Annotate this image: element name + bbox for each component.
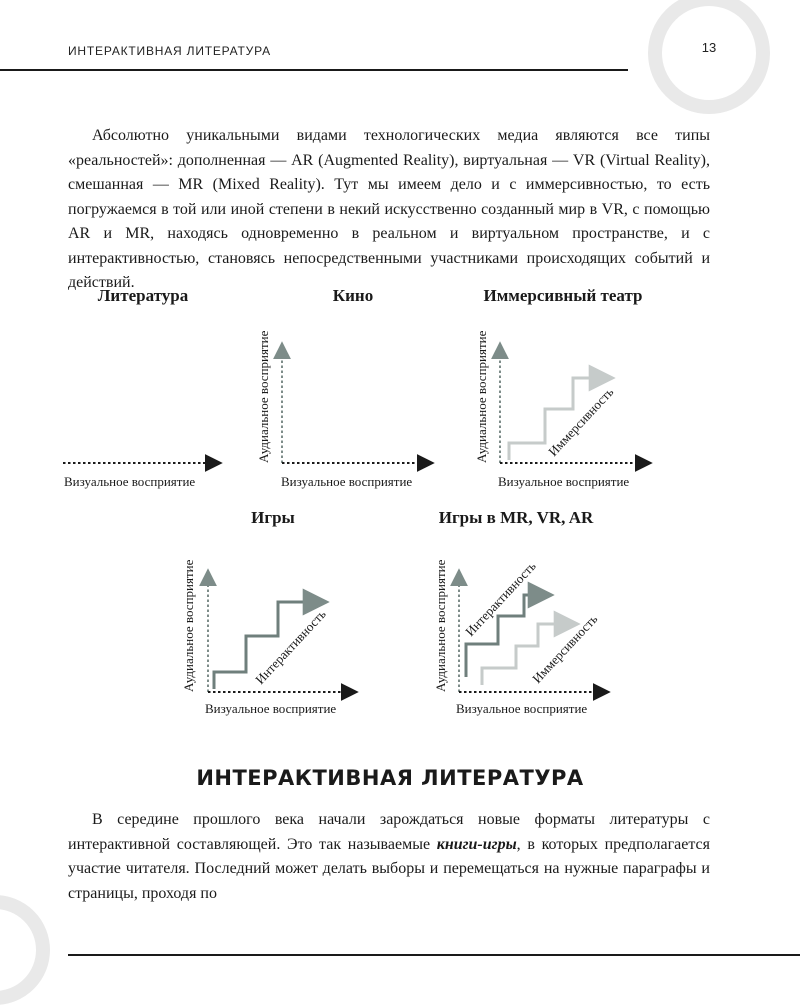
x-axis-label-games: Визуальное восприятие (205, 701, 337, 716)
footer-rule (68, 954, 800, 956)
footer-ring-decoration (0, 895, 50, 1005)
panel-title-cinema: Кино (332, 286, 374, 305)
panel-title-games: Игры (251, 508, 295, 527)
page-number: 13 (701, 40, 717, 55)
panel-title-immersive-theatre: Иммерсивный театр (483, 286, 643, 305)
intro-paragraph: Абсолютно уникальными видами технологических медиа являются все типы «реальностей»: дополненная — AR (Augmented Reality), виртуальная — VR (Virtual Reality), смешанная — MR (Mixed Reality). Тут мы имеем дело и с иммерсивностью, то есть погружаемся в той или иной степени в некий искусственно созданный мир в VR, с помощью AR и MR, находясь одновременно в реальном и виртуальном пространстве, и с интерактивностью, становясь непосредственными участниками происходящих событий и действий. (68, 127, 710, 291)
header-rule (0, 69, 628, 71)
body-paragraph-text-before: В середине прошлого века начали зарождаться новые форматы литературы с интерактивной составляющей. Это так называемые (68, 811, 710, 853)
curve-label-interactivity-mr-vr-ar: Интерактивность (462, 558, 539, 640)
body-paragraph-text-after: , в которых предполагается участие читателя. Последний может делать выборы и перемещаться на нужные параграфы и страницы, проходя по (68, 835, 711, 902)
y-axis-label-games: Аудиальное восприятие (181, 559, 196, 692)
panel-literature (63, 286, 221, 489)
panel-games-mr-vr-ar (433, 508, 609, 716)
section-heading: ИНТЕРАКТИВНАЯ ЛИТЕРАТУРА (196, 766, 584, 790)
x-axis-label-games-mr-vr-ar: Визуальное восприятие (456, 701, 588, 716)
running-header: ИНТЕРАКТИВНАЯ ЛИТЕРАТУРА (68, 44, 271, 58)
y-axis-label-cinema: Аудиальное восприятие (256, 330, 271, 463)
media-perception-figure (0, 280, 720, 720)
panel-title-games-mr-vr-ar: Игры в MR, VR, AR (438, 508, 594, 527)
panel-immersive-theatre (474, 286, 651, 489)
body-paragraph (68, 808, 710, 906)
page-number-ring (648, 0, 770, 114)
x-axis-label-literature: Визуальное восприятие (64, 474, 196, 489)
x-axis-label-cinema: Визуальное восприятие (281, 474, 413, 489)
curve-label-immersion-mr-vr-ar: Иммерсивность (529, 611, 601, 687)
y-axis-label-immersive-theatre: Аудиальное восприятие (474, 330, 489, 463)
panel-title-literature: Литература (97, 286, 189, 305)
curve-label-interactivity-games: Интерактивность (252, 606, 329, 688)
curve-label-immersion-theatre: Иммерсивность (545, 384, 617, 460)
y-axis-label-games-mr-vr-ar: Аудиальное восприятие (433, 559, 448, 692)
panel-cinema (256, 286, 433, 489)
panel-games (181, 508, 357, 716)
x-axis-label-immersive-theatre: Визуальное восприятие (498, 474, 630, 489)
body-paragraph-emphasis: книги-игры (436, 835, 517, 853)
